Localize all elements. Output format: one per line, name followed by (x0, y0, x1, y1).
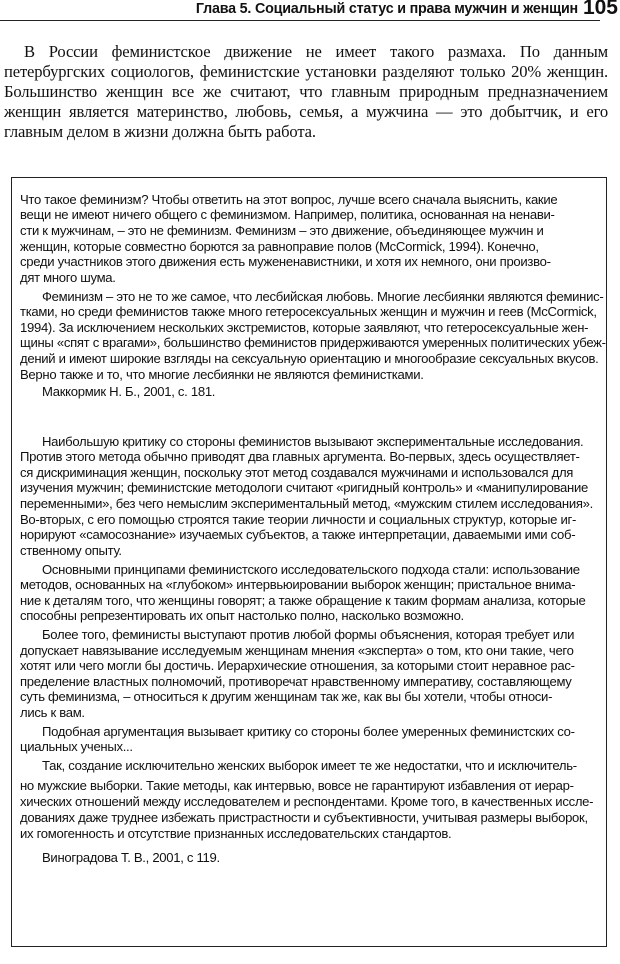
quote-line: лись к вам. (20, 705, 85, 721)
quote-line: переменными», без чего немыслим экспериментальный метод, «мужским стилем исследования». (20, 496, 593, 511)
quote-line: но мужские выборки. Такие методы, как интервью, вовсе не гарантируют избавления от иерар- (20, 778, 574, 794)
quote-line: циальных ученых... (20, 739, 133, 755)
quote-line: Подобная аргументация вызывает критику со стороны более умеренных феминистских со- (42, 723, 575, 739)
quote-line: хотят или чего могли бы достичь. Иерархические отношения, за которыми стоит неравное рас- (20, 658, 575, 674)
quote-line: изучения мужчин; феминистские методологи считают «ригидный контроль» и «манипулирование (20, 480, 588, 496)
quote-line: их гомогенность и отсутствие признанных исследовательских стандартов. (20, 826, 452, 842)
quote-line: сти к мужчинам, – это не феминизм. Феминизм – это движение, объединяющее мужчин и (20, 223, 544, 238)
quote-line: дят много шума. (20, 269, 116, 285)
quote-line: суть феминизма, – относиться к другим женщинам так же, как вы бы хотели, чтобы относи- (20, 689, 553, 705)
quote-line: Более того, феминисты выступают против любой формы объяснения, которая требует или (42, 627, 575, 643)
quote-citation: Виноградова Т. В., 2001, с 119. (42, 850, 220, 866)
quote-line: Феминизм – это не то же самое, что лесбийская любовь. Многие лесбиянки являются феминис- (42, 288, 604, 304)
quote-line: дованиях даже труднее избежать пристрастности и субъективности, учитывая размеры выборок, (20, 810, 588, 826)
quote-line: Основными принципами феминистского исследовательского подхода стали: использование (42, 561, 580, 577)
quote-line: пределение властных полномочий, противоречат нравственному императиву, составляющему (20, 673, 572, 689)
quote-line: Во-вторых, с его помощью строятся такие теории личности и социальных структур, которые иг- (20, 511, 577, 527)
quote-line: женщин, которые совместно борются за равноправие полов (McCormick, 1994). Конечно, (20, 238, 539, 254)
quote-line: норируют «самосознание» изучаемых субъектов, а также интерпретации, даваемыми ими соб- (20, 527, 576, 543)
quote-line: среди участников этого движения есть мужененавистники, и хотя их немного, они произво- (20, 254, 551, 270)
quote-line: хических отношений между исследователем и респондентами. Кроме того, в качественных иссле- (20, 794, 594, 810)
quote-line: допускает навязывание исследуемым женщинам мнения «эксперта» о том, кто они такие, чего (20, 642, 574, 658)
quote-line: 1994). За исключением нескольких экстремистов, которые заявляют, что гетеросексуальные жен- (20, 319, 589, 335)
quote-box (11, 177, 607, 947)
quote-line: ся дискриминация женщин, поскольку этот метод создавался мужчинами и использовался для (20, 464, 574, 480)
quote-line: методов, основанных на «глубоком» интервьюировании выборок женщин; пристальное внима- (20, 577, 576, 593)
page-number: 105 (582, 0, 618, 19)
quote-line: Против этого метода обычно приводят два главных аргумента. Во-первых, здесь осуществляет- (20, 449, 580, 465)
quote-line: ние к деталям того, что женщины говорят; а также обращение к таким формам анализа, которые (20, 592, 586, 608)
quote-line: ственному опыту. (20, 542, 122, 558)
quote-line: Что такое феминизм? Чтобы ответить на этот вопрос, лучше всего сначала выяснить, какие (20, 191, 558, 207)
header-rule (0, 20, 600, 21)
quote-line: Верно также и то, что многие лесбиянки не являются феминистками. (20, 366, 424, 382)
running-header (0, 0, 620, 28)
intro-paragraph: В России феминистское движение не имеет такого размаха. По данным петербургских социологов, феминистские установки разделяют только 20% женщин. Большинство женщин все же считают, что главным природным предназначением женщин является материнство, любовь, семья, а мужчина — это добытчик, и его главным делом в жизни должна быть работа. (4, 42, 608, 141)
quote-line: дений и имеют широкие взгляды на сексуальную ориентацию и многообразие сексуальных вкусов. (20, 350, 599, 366)
quote-line: Наибольшую критику со стороны феминистов вызывают экспериментальные исследования. (42, 433, 584, 449)
quote-line: вещи не имеют ничего общего с феминизмом. Например, политика, основанная на ненави- (20, 207, 555, 223)
quote-line: тками, но среди феминистов также много гетеросексуальных женщин и мужчин и геев (McCormick, (20, 304, 597, 320)
quote-citation: Маккормик Н. Б., 2001, с. 181. (42, 383, 216, 399)
quote-line: щины «спят с врагами», большинство феминистов придерживаются умеренных политических убеж- (20, 335, 606, 351)
quote-line: способны репрезентировать их опыт настолько полно, насколько возможно. (20, 608, 464, 624)
quote-line: Так, создание исключительно женских выборок имеет те же недостатки, что и исключитель- (42, 758, 577, 774)
chapter-title: Глава 5. Социальный статус и права мужчин и женщин (195, 1, 578, 17)
